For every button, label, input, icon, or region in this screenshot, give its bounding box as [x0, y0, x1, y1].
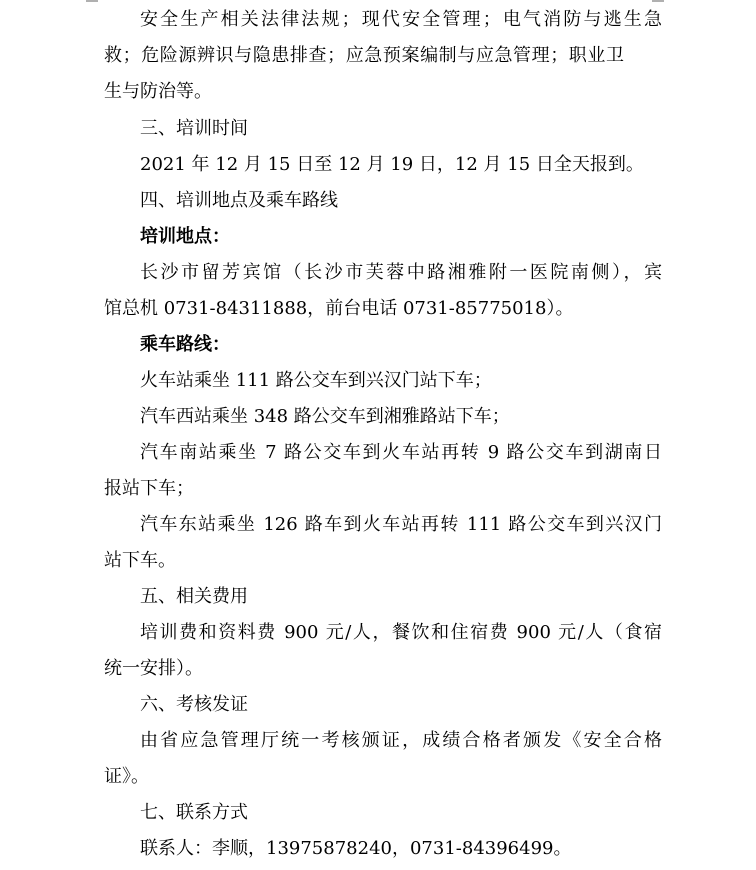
paragraph-line: 长沙市留芳宾馆（长沙市芙蓉中路湘雅附一医院南侧），宾 — [140, 262, 662, 283]
paragraph-line: 汽车东站乘坐 126 路车到火车站再转 111 路公交车到兴汉门 — [140, 514, 662, 535]
subheading: 培训地点： — [140, 226, 230, 247]
section-heading: 三、培训时间 — [140, 118, 248, 139]
paragraph-line: 报站下车； — [104, 478, 194, 499]
paragraph-line: 汽车南站乘坐 7 路公交车到火车站再转 9 路公交车到湖南日 — [140, 442, 662, 463]
paragraph-line: 安全生产相关法律法规；现代安全管理；电气消防与逃生急 — [140, 9, 662, 30]
paragraph-line: 培训费和资料费 900 元/人，餐饮和住宿费 900 元/人（食宿 — [140, 622, 662, 643]
paragraph-line: 联系人：李顺，13975878240，0731-84396499。 — [140, 838, 572, 859]
paragraph-line: 站下车。 — [104, 550, 176, 571]
paragraph-line: 统一安排）。 — [104, 658, 203, 679]
section-heading: 四、培训地点及乘车路线 — [140, 190, 338, 211]
section-heading: 五、相关费用 — [140, 586, 248, 607]
paragraph-line: 生与防治等。 — [104, 81, 212, 102]
paragraph-line: 2021 年 12 月 15 日至 12 月 19 日，12 月 15 日全天报到。 — [140, 154, 644, 175]
section-heading: 六、考核发证 — [140, 694, 248, 715]
paragraph-line: 馆总机 0731-84311888，前台电话 0731-85775018）。 — [104, 298, 574, 319]
paragraph-line: 火车站乘坐 111 路公交车到兴汉门站下车； — [140, 370, 492, 391]
paragraph-line: 证》。 — [104, 766, 149, 787]
paragraph-line: 由省应急管理厅统一考核颁证，成绩合格者颁发《安全合格 — [140, 730, 662, 751]
subheading: 乘车路线： — [140, 334, 230, 355]
paragraph-line: 汽车西站乘坐 348 路公交车到湘雅路站下车； — [140, 406, 510, 427]
section-heading: 七、联系方式 — [140, 802, 248, 823]
paragraph-line: 救；危险源辨识与隐患排查；应急预案编制与应急管理；职业卫 — [104, 45, 624, 66]
